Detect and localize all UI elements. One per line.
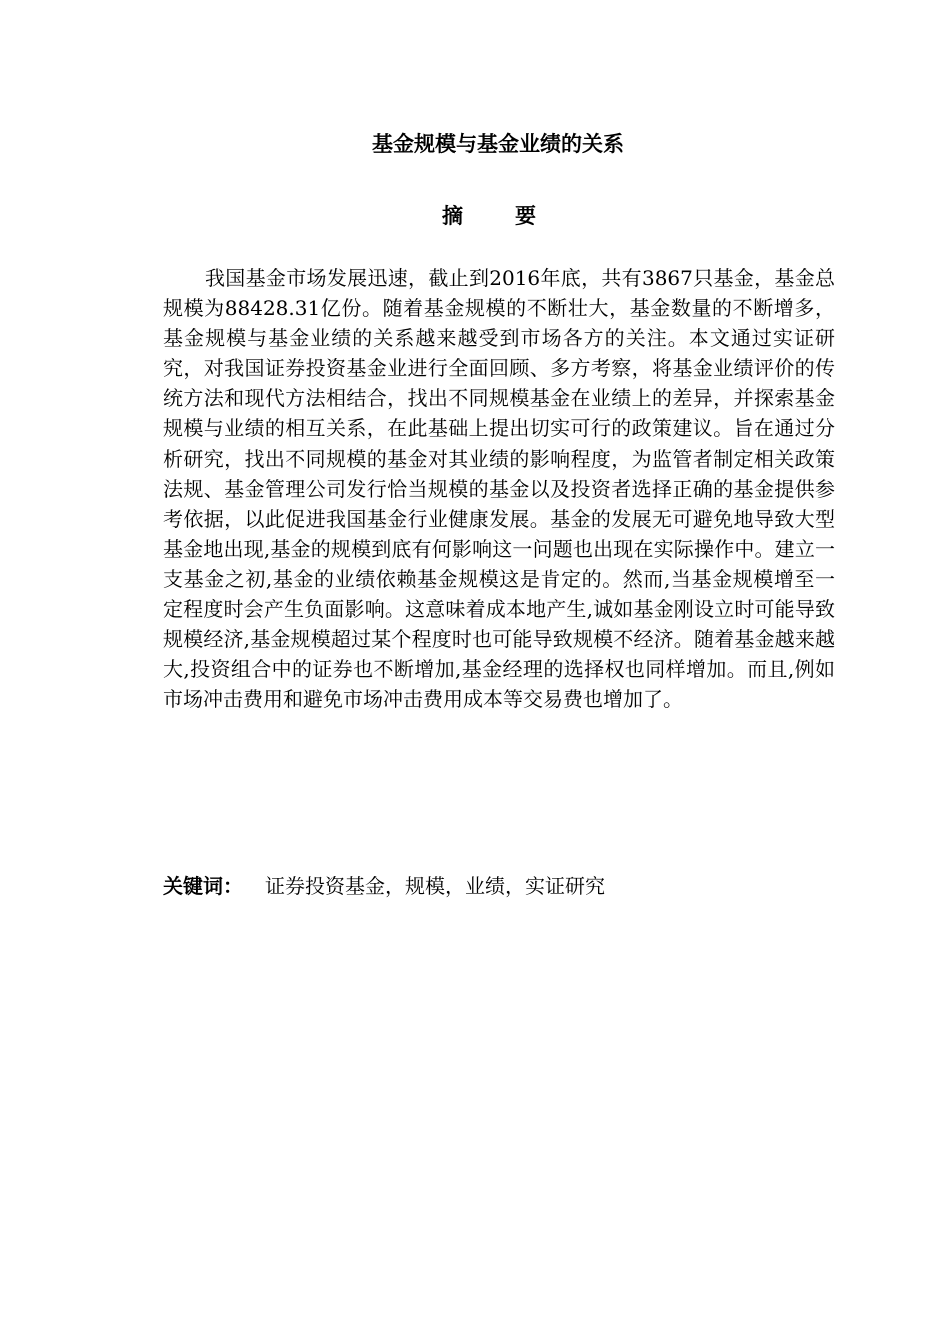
keywords-line (163, 871, 835, 901)
abstract-heading: 摘要 (442, 204, 588, 228)
abstract-body: 我国基金市场发展迅速，截止到2016年底，共有3867只基金，基金总规模为88428.31亿份。随着基金规模的不断壮大，基金数量的不断增多，基金规模与基金业绩的关系越来越受到市场各方的关注。本文通过实证研究，对我国证券投资基金业进行全面回顾、多方考察，将基金业绩评价的传统方法和现代方法相结合，找出不同规模基金在业绩上的差异，并探索基金规模与业绩的相互关系，在此基础上提出切实可行的政策建议。旨在通过分析研究，找出不同规模的基金对其业绩的影响程度，为监管者制定相关政策法规、基金管理公司发行恰当规模的基金以及投资者选择正确的基金提供参考依据，以此促进我国基金行业健康发展。基金的发展无可避免地导致大型基金地出现,基金的规模到底有何影响这一问题也出现在实际操作中。建立一支基金之初,基金的业绩依赖基金规模这是肯定的。然而,当基金规模增至一定程度时会产生负面影响。这意味着成本地产生,诚如基金刚设立时可能导致规模经济,基金规模超过某个程度时也可能导致规模不经济。随着基金越来越大,投资组合中的证券也不断增加,基金经理的选择权也同样增加。而且,例如市场冲击费用和避免市场冲击费用成本等交易费也增加了。 (163, 266, 835, 712)
keywords-text: 证券投资基金，规模，业绩，实证研究 (265, 874, 605, 898)
keywords-label: 关键词： (163, 874, 243, 898)
paper-title: 基金规模与基金业绩的关系 (372, 132, 624, 156)
